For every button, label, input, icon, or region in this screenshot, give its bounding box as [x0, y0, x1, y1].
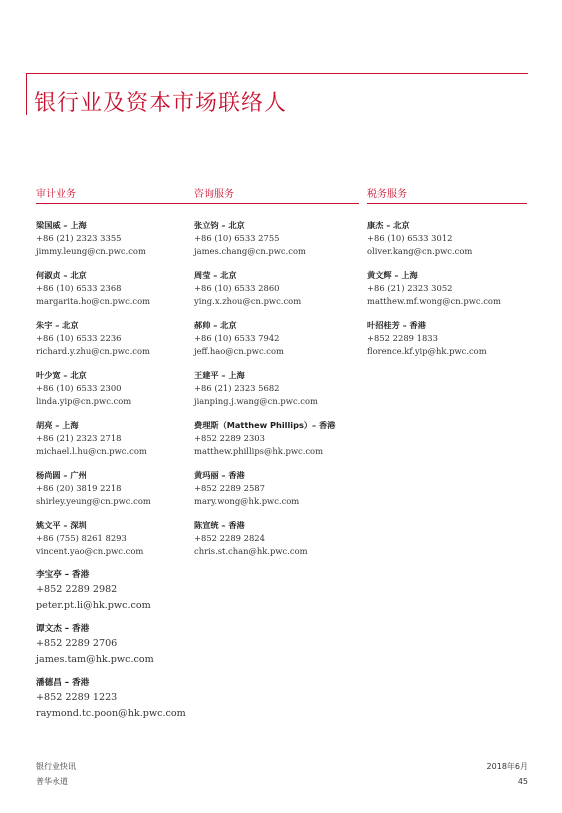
contact-name: 周莹 – 北京	[194, 270, 237, 280]
contact-email[interactable]: richard.y.zhu@cn.pwc.com	[36, 346, 150, 356]
publication-name: 银行业快讯	[36, 762, 76, 771]
contact-name: 潘德昌 – 香港	[36, 678, 90, 688]
contact-phone: +86 (10) 6533 2368	[36, 283, 122, 293]
contact-name: 费理斯（Matthew Phillips）– 香港	[194, 420, 336, 430]
column-heading: 审计业务	[36, 188, 201, 204]
contact-phone: +852 2289 2303	[194, 433, 265, 443]
contact-email[interactable]: linda.yip@cn.pwc.com	[36, 396, 132, 406]
contact-name: 姚文平 – 深圳	[36, 520, 87, 530]
footer-right	[487, 759, 528, 789]
contact-email[interactable]: chris.st.chan@hk.pwc.com	[194, 546, 308, 556]
contact-phone: +852 2289 2587	[194, 483, 265, 493]
contact-name: 陈宣统 – 香港	[194, 520, 245, 530]
contact-entry	[194, 319, 359, 369]
contact-entry	[36, 469, 201, 519]
contact-name: 郝帅 – 北京	[194, 320, 237, 330]
contact-phone: +86 (10) 6533 2755	[194, 233, 280, 243]
contact-name: 谭文杰 – 香港	[36, 624, 90, 634]
contact-list	[367, 219, 527, 369]
contact-name: 黄文辉 – 上海	[367, 270, 418, 280]
contact-entry	[36, 269, 201, 319]
contact-email[interactable]: ying.x.zhou@cn.pwc.com	[194, 296, 302, 306]
tax-column	[367, 188, 527, 369]
contact-name: 梁国威 – 上海	[36, 220, 87, 230]
company-name: 普华永道	[36, 777, 68, 786]
contact-entry	[36, 319, 201, 369]
contact-phone: +852 2289 2706	[36, 638, 118, 649]
contact-phone: +852 2289 2982	[36, 584, 118, 595]
contact-list	[36, 219, 201, 731]
contact-phone: +86 (20) 3819 2218	[36, 483, 122, 493]
contact-entry	[194, 519, 359, 569]
contact-name: 何淑贞 – 北京	[36, 270, 87, 280]
contact-phone: +86 (10) 6533 2300	[36, 383, 122, 393]
contact-phone: +86 (10) 6533 2236	[36, 333, 122, 343]
contact-entry	[36, 219, 201, 269]
contact-email[interactable]: matthew.phillips@hk.pwc.com	[194, 446, 324, 456]
page-number: 45	[517, 777, 528, 786]
contact-name: 叶少宽 – 北京	[36, 370, 87, 380]
contact-email[interactable]: vincent.yao@cn.pwc.com	[36, 546, 144, 556]
contact-name: 李宝亭 – 香港	[36, 570, 90, 580]
contact-name: 黄玛丽 – 香港	[194, 470, 245, 480]
contact-entry	[367, 319, 527, 369]
contact-email[interactable]: james.tam@hk.pwc.com	[36, 654, 154, 665]
footer-left	[36, 759, 76, 789]
contact-entry	[36, 623, 201, 677]
contact-phone: +86 (21) 2323 2718	[36, 433, 122, 443]
title-accent-bar	[26, 73, 27, 115]
contact-name: 朱宇 – 北京	[36, 320, 79, 330]
contact-entry	[194, 469, 359, 519]
advisory-column	[194, 188, 359, 569]
contact-phone: +86 (755) 8261 8293	[36, 533, 127, 543]
contact-entry	[194, 269, 359, 319]
contact-phone: +86 (21) 2323 3355	[36, 233, 122, 243]
contact-entry	[36, 369, 201, 419]
audit-column	[36, 188, 201, 731]
contact-entry	[194, 219, 359, 269]
contact-name: 王建平 – 上海	[194, 370, 245, 380]
contact-list	[194, 219, 359, 569]
contact-phone: +86 (21) 2323 3052	[367, 283, 453, 293]
contact-name: 杨尚圆 – 广州	[36, 470, 87, 480]
column-heading: 税务服务	[367, 188, 527, 204]
contact-entry	[36, 419, 201, 469]
contact-phone: +86 (10) 6533 7942	[194, 333, 280, 343]
publication-date: 2018年6月	[486, 762, 528, 771]
column-heading: 咨询服务	[194, 188, 359, 204]
contact-email[interactable]: michael.l.hu@cn.pwc.com	[36, 446, 147, 456]
top-rule	[26, 73, 528, 74]
contact-email[interactable]: florence.kf.yip@hk.pwc.com	[367, 346, 487, 356]
contact-phone: +852 2289 1223	[36, 692, 118, 703]
contact-email[interactable]: shirley.yeung@cn.pwc.com	[36, 496, 151, 506]
contact-email[interactable]: matthew.mf.wong@cn.pwc.com	[367, 296, 501, 306]
contact-entry	[36, 677, 201, 731]
contact-entry	[36, 519, 201, 569]
contact-entry	[194, 419, 359, 469]
contact-entry	[194, 369, 359, 419]
contact-name: 康杰 – 北京	[367, 220, 410, 230]
contact-email[interactable]: oliver.kang@cn.pwc.com	[367, 246, 473, 256]
contact-email[interactable]: jianping.j.wang@cn.pwc.com	[194, 396, 318, 406]
contact-entry	[36, 569, 201, 623]
contact-email[interactable]: jimmy.leung@cn.pwc.com	[36, 246, 146, 256]
contact-phone: +86 (10) 6533 3012	[367, 233, 453, 243]
contact-email[interactable]: james.chang@cn.pwc.com	[194, 246, 306, 256]
contact-email[interactable]: raymond.tc.poon@hk.pwc.com	[36, 708, 186, 719]
contact-name: 叶招桂芳 – 香港	[367, 320, 426, 330]
contact-email[interactable]: peter.pt.li@hk.pwc.com	[36, 600, 151, 611]
contact-entry	[367, 219, 527, 269]
contact-entry	[367, 269, 527, 319]
contact-email[interactable]: mary.wong@hk.pwc.com	[194, 496, 300, 506]
contact-phone: +852 2289 2824	[194, 533, 265, 543]
contact-phone: +86 (10) 6533 2860	[194, 283, 280, 293]
contact-phone: +852 2289 1833	[367, 333, 438, 343]
contact-email[interactable]: jeff.hao@cn.pwc.com	[194, 346, 284, 356]
contact-email[interactable]: margarita.ho@cn.pwc.com	[36, 296, 151, 306]
page-title: 银行业及资本市场联络人	[34, 91, 288, 116]
contact-name: 张立钧 – 北京	[194, 220, 245, 230]
contact-name: 胡亮 – 上海	[36, 420, 79, 430]
contact-phone: +86 (21) 2323 5682	[194, 383, 280, 393]
